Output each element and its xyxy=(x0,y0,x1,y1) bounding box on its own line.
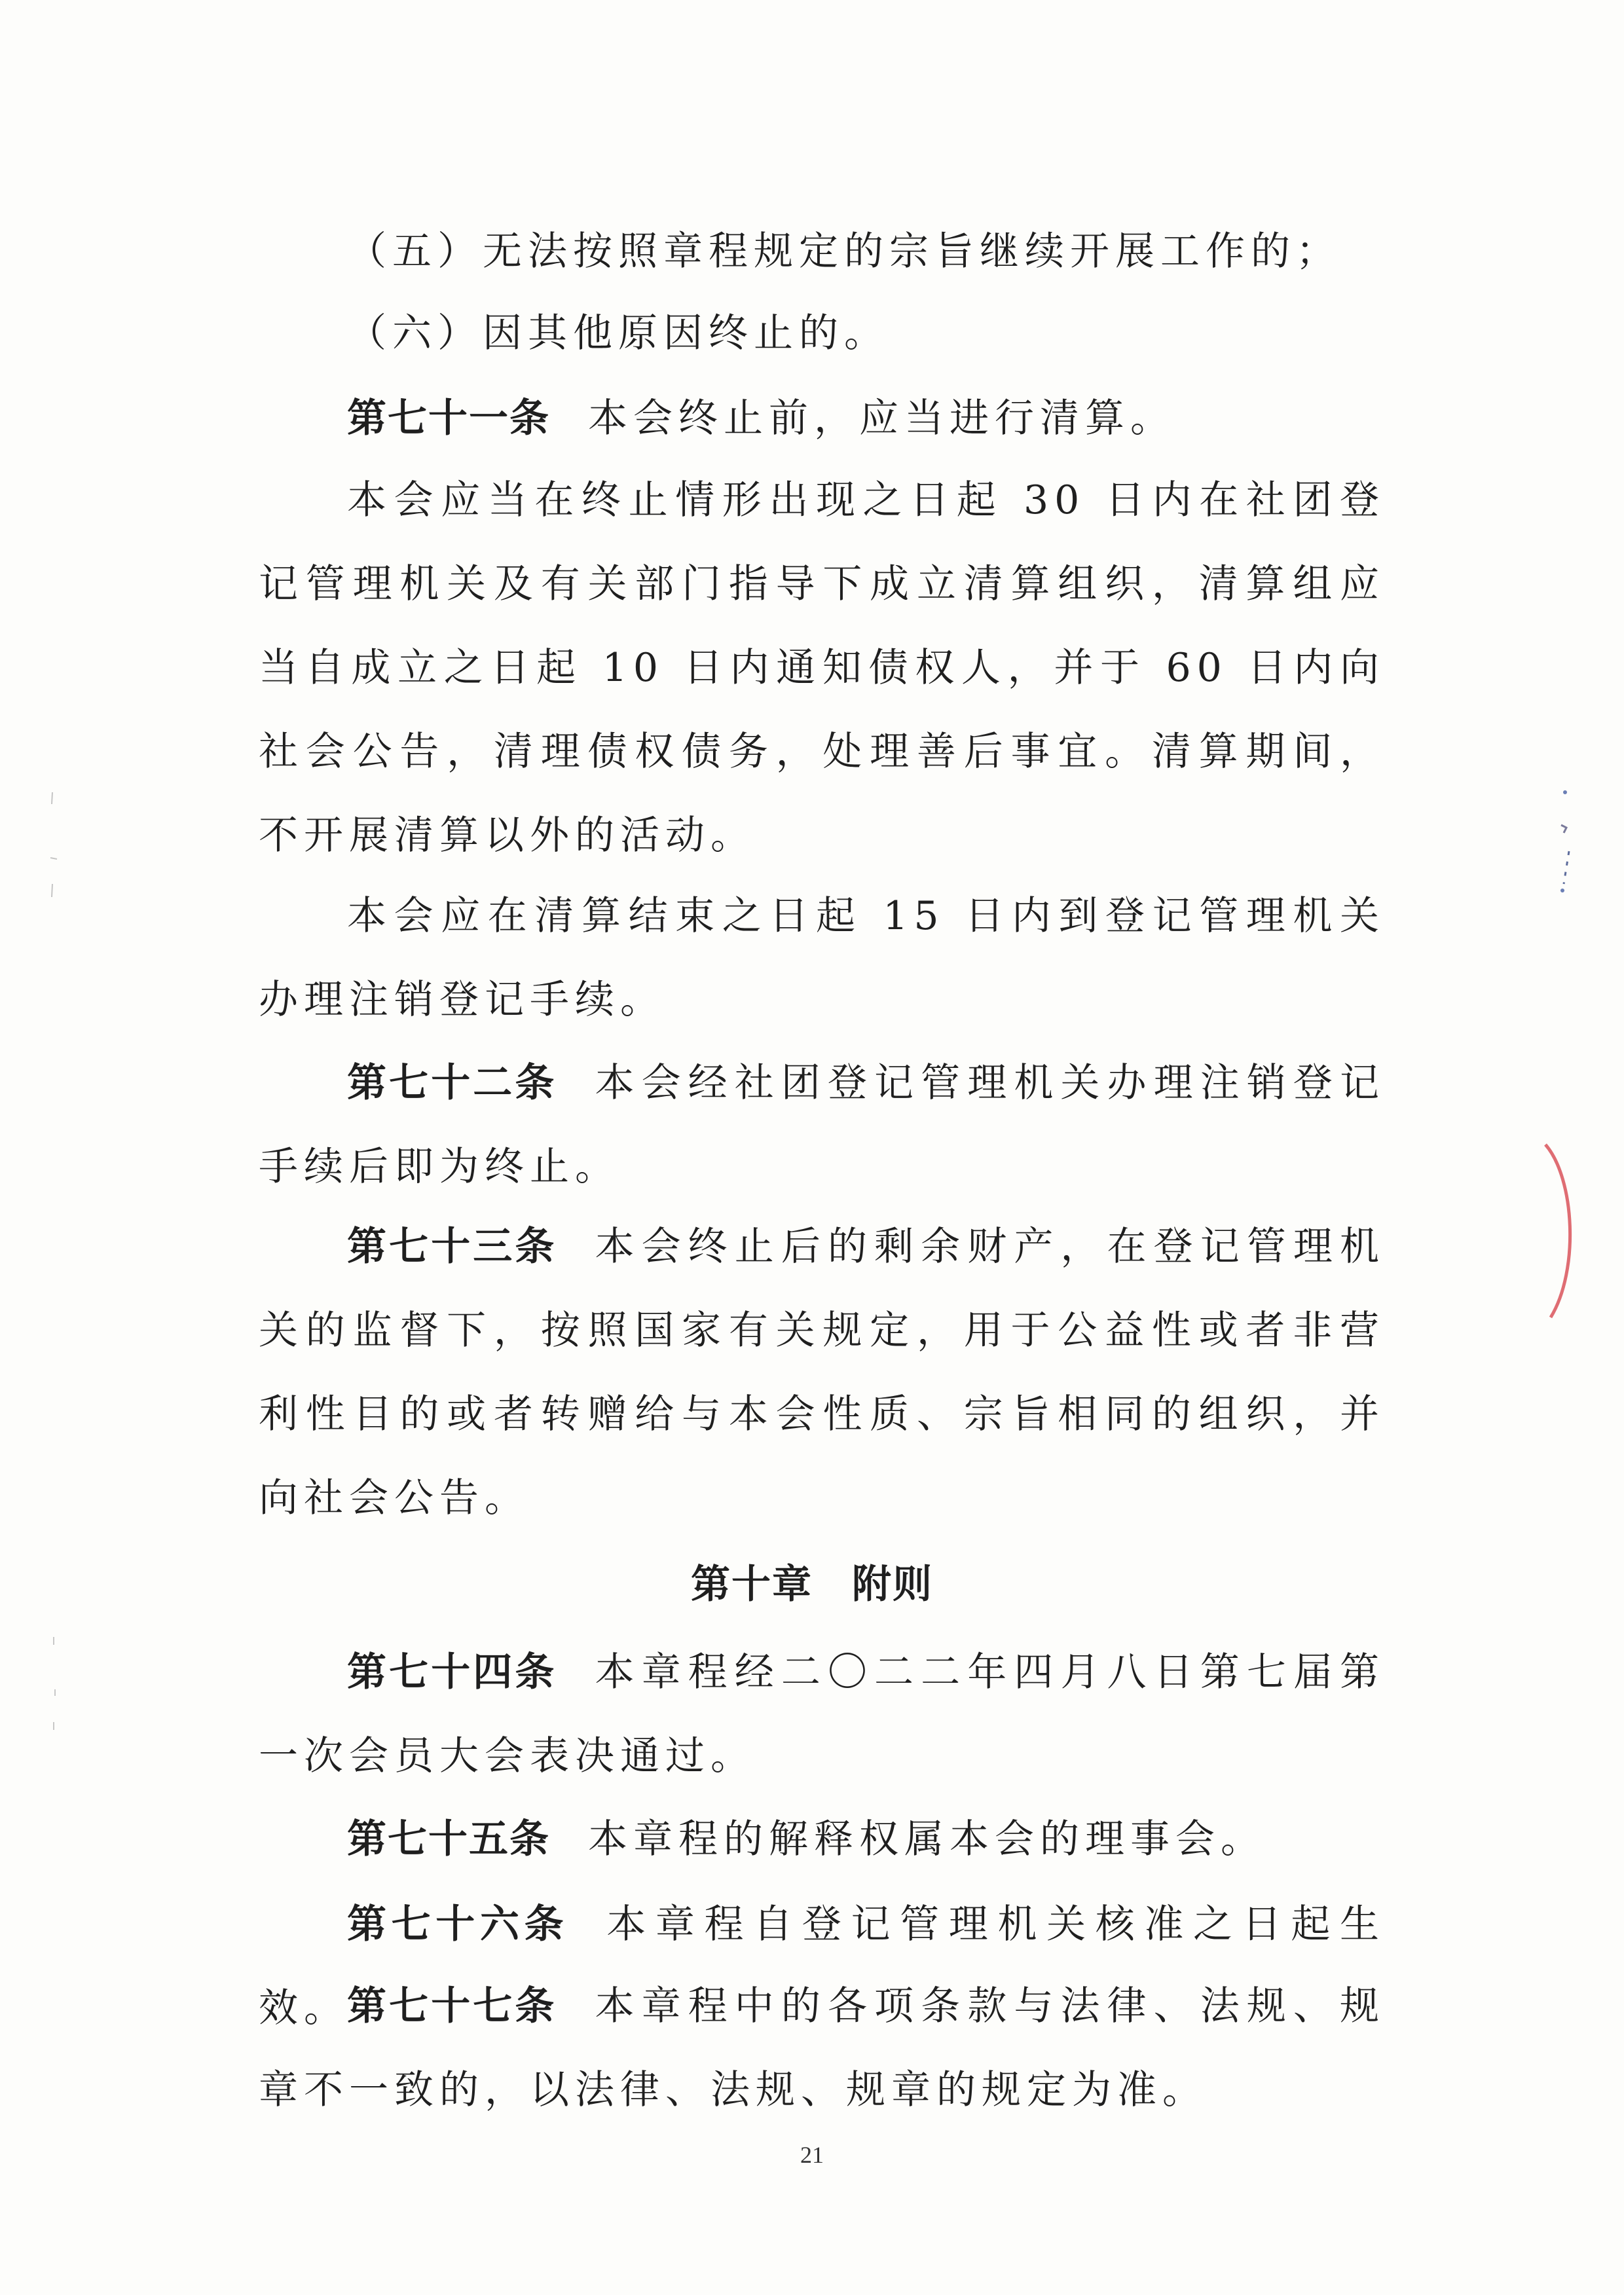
article-71 xyxy=(259,376,1385,460)
article-73-text: 本会终止后的剩余财产，在登记管理机关的监督下，按照国家有关规定，用于公益性或者非营利性目的或者转赠给与本会性质、宗旨相同的组织，并向社会公告。 xyxy=(259,1224,1386,1521)
article-71-label: 第七十一条 xyxy=(347,395,550,441)
article-73 xyxy=(259,1205,1385,1540)
article-74 xyxy=(259,1630,1385,1798)
article-75 xyxy=(259,1797,1385,1881)
article-77 xyxy=(259,1964,1385,2132)
article-75-label: 第七十五条 xyxy=(347,1816,550,1862)
chapter-number: 第十章 xyxy=(691,1562,813,1607)
article-71-text: 本会终止前，应当进行清算。 xyxy=(588,395,1175,441)
item-6: （六）因其他原因终止的。 xyxy=(347,310,889,356)
article-71-paragraph-3: 本会应在清算结束之日起 15 日内到登记管理机关办理注销登记手续。 xyxy=(259,893,1385,1023)
binding-mark-left-lower xyxy=(46,1637,65,1735)
article-73-label: 第七十三条 xyxy=(347,1224,557,1270)
article-72-text: 本会经社团登记管理机关办理注销登记手续后即为终止。 xyxy=(259,1060,1386,1190)
article-75-text: 本章程的解释权属本会的理事会。 xyxy=(588,1816,1266,1862)
item-5: （五）无法按照章程规定的宗旨继续开展工作的； xyxy=(347,229,1341,274)
seal-edge-mark xyxy=(1539,1139,1591,1323)
article-77-text: 本章程中的各项条款与法律、法规、规章不一致的，以法律、法规、规章的规定为准。 xyxy=(259,1983,1386,2113)
chapter-heading xyxy=(0,1552,1624,1617)
article-72 xyxy=(259,1041,1385,1209)
article-77-label: 第七十七条 xyxy=(347,1983,557,2029)
article-74-text: 本章程经二〇二二年四月八日第七届第一次会员大会表决通过。 xyxy=(259,1649,1386,1779)
binding-mark-right xyxy=(1552,786,1578,897)
article-72-label: 第七十二条 xyxy=(347,1060,557,1106)
article-74-label: 第七十四条 xyxy=(347,1649,557,1695)
article-76-text: 本章程自登记管理机关核准之日起生效。 xyxy=(259,1901,1385,2031)
page-number: 21 xyxy=(800,2142,824,2168)
chapter-title: 附则 xyxy=(852,1562,933,1607)
article-76-label: 第七十六条 xyxy=(347,1901,569,1947)
binding-mark-left-upper xyxy=(43,792,62,904)
article-71-paragraph-2: 本会应当在终止情形出现之日起 30 日内在社团登记管理机关及有关部门指导下成立清算组织，清算组应当自成立之日起 10 日内通知债权人，并于 60 日内向社会公告，清理债权债务，处理善后事宜。清算期间，不开展清算以外的活动。 xyxy=(259,477,1385,858)
